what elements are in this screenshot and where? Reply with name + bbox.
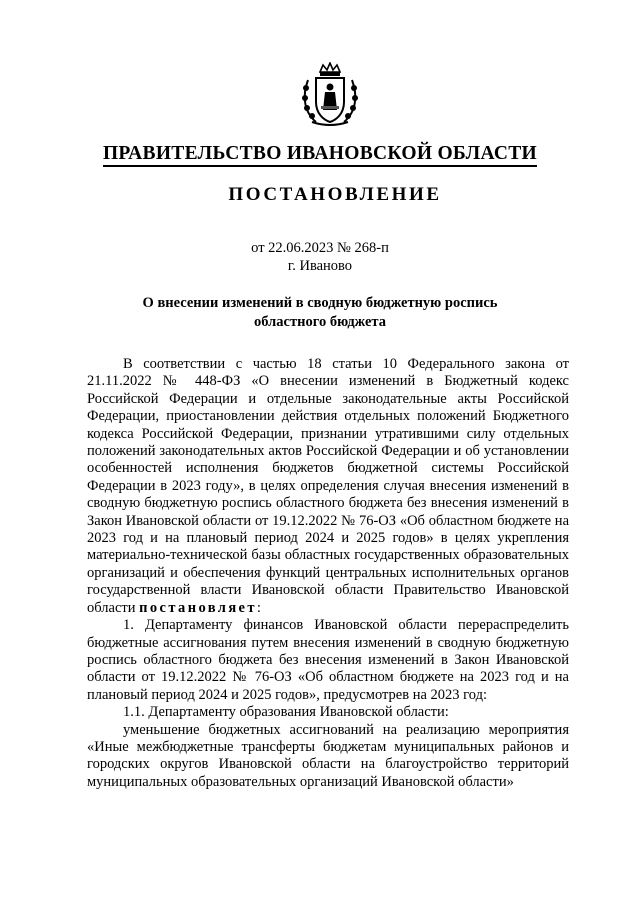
date-number: от 22.06.2023 № 268-п <box>251 240 389 256</box>
item-1: 1. Департаменту финансов Ивановской области перераспределить бюджетные ассигнования путем внесения изменений в сводную бюджетную роспись областного бюджета без внесения изменений в Закон Ивановской области от 19.12.2022 № 76-ОЗ «Об областном бюджете на 2023 год и на плановый период 2024 и 2025 годов», предусмотрев на 2023 год: <box>87 617 569 703</box>
preamble-paragraph <box>87 356 569 617</box>
decree-word: постановляет <box>139 599 257 616</box>
coat-of-arms-icon <box>298 62 362 128</box>
preamble-text: В соответствии с частью 18 статьи 10 Федерального закона от 21.11.2022 № 448-ФЗ «О внесении изменений в Бюджетный кодекс Российской Федерации и отдельные законодательные акты Российской Федерации, приостановлении действия отдельных положений Бюджетного кодекса Российской Федерации, признании утратившими силу отдельных положений законодательных актов Российской Федерации и об установлении особенностей исполнения бюджетов бюджетной системы Российской Федерации в 2023 году», в целях определения случая внесения изменений в сводную бюджетную роспись областного бюджета без внесения изменений в Закон Ивановской области от 19.12.2022 № 76-ОЗ «Об областном бюджете на 2023 год и на плановый период 2024 и 2025 годов» в целях укрепления материально-технической базы областных государственных образовательных организаций и обеспечения функций центральных исполнительных органов государственной власти Ивановской области Правительство Ивановской области <box>87 356 569 616</box>
item-1-1-text: уменьшение бюджетных ассигнований на реализацию мероприятия «Иные межбюджетные трансферты бюджетам муниципальных районов и городских округов Ивановской области на благоустройство территорий муниципальных образовательных организаций Ивановской области» <box>87 721 569 790</box>
decree-colon: : <box>256 599 261 616</box>
document-body <box>87 356 569 791</box>
city: г. Иваново <box>287 258 353 274</box>
organization-title: ПРАВИТЕЛЬСТВО ИВАНОВСКОЙ ОБЛАСТИ <box>0 143 640 165</box>
document-subject <box>0 294 640 332</box>
subject-line-2: областного бюджета <box>254 314 386 330</box>
document-type: ПОСТАНОВЛЕНИЕ <box>228 184 442 205</box>
item-1-1: 1.1. Департаменту образования Ивановской области: <box>123 704 449 721</box>
subject-line-1: О внесении изменений в сводную бюджетную роспись <box>142 295 498 311</box>
